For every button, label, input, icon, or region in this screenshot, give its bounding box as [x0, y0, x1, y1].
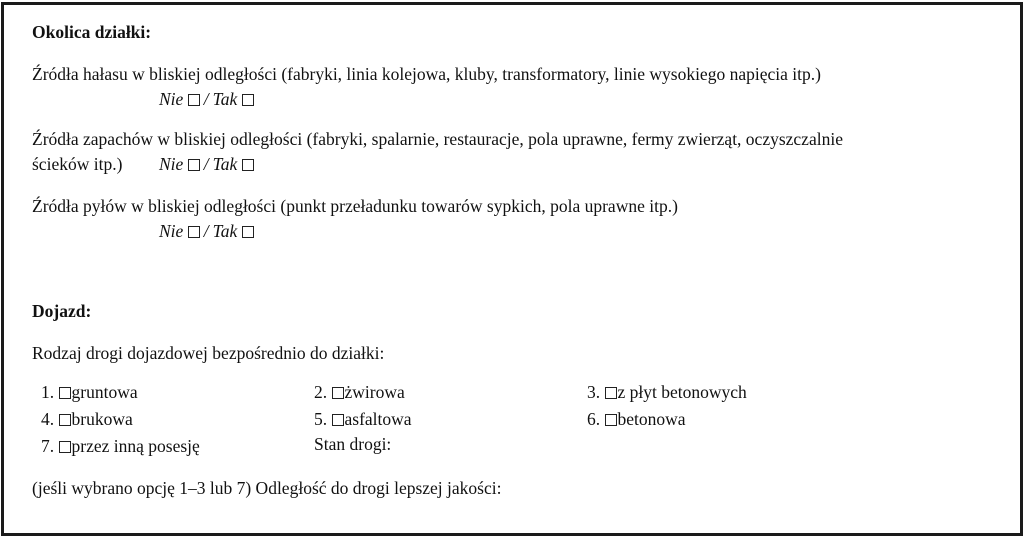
road-option-6[interactable] — [587, 409, 686, 429]
dust-yes-checkbox[interactable] — [242, 226, 254, 238]
odor-no-checkbox[interactable] — [188, 159, 200, 171]
road-option-5-checkbox[interactable] — [332, 414, 344, 426]
option-label: betonowa — [617, 409, 686, 429]
question-odor-text-line1: Źródła zapachów w bliskiej odległości (fabryki, spalarnie, restauracje, pola uprawne, fermy zwierząt, oczyszczalnie — [32, 129, 843, 149]
option-label: z płyt betonowych — [617, 382, 747, 402]
road-option-2-checkbox[interactable] — [332, 387, 344, 399]
option-number: 7. — [41, 436, 55, 456]
option-label: przez inną posesję — [71, 436, 200, 456]
dust-no-checkbox[interactable] — [188, 226, 200, 238]
yes-label: Tak — [212, 89, 238, 109]
option-number: 5. — [314, 409, 328, 429]
road-condition-label: Stan drogi: — [314, 434, 392, 454]
road-option-2[interactable] — [314, 382, 405, 402]
road-option-4[interactable] — [41, 409, 133, 429]
no-label: Nie — [159, 221, 184, 241]
section-heading-access: Dojazd: — [32, 301, 92, 321]
road-option-6-checkbox[interactable] — [605, 414, 617, 426]
question-dust-text: Źródła pyłów w bliskiej odległości (punkt przeładunku towarów sypkich, pola uprawne itp.) — [32, 196, 678, 216]
option-label: brukowa — [71, 409, 133, 429]
odor-yes-checkbox[interactable] — [242, 159, 254, 171]
option-number: 1. — [41, 382, 55, 402]
no-label: Nie — [159, 154, 184, 174]
road-option-3[interactable] — [587, 382, 747, 402]
distance-to-better-road-label: (jeśli wybrano opcję 1–3 lub 7) Odległość do drogi lepszej jakości: — [32, 478, 502, 498]
separator: / — [203, 221, 209, 241]
option-label: asfaltowa — [344, 409, 412, 429]
separator: / — [203, 154, 209, 174]
noise-yes-checkbox[interactable] — [242, 94, 254, 106]
road-option-5[interactable] — [314, 409, 412, 429]
road-option-1[interactable] — [41, 382, 138, 402]
road-option-7[interactable] — [41, 436, 200, 456]
question-noise-text: Źródła hałasu w bliskiej odległości (fabryki, linia kolejowa, kluby, transformatory, linie wysokiego napięcia itp.) — [32, 64, 821, 84]
yes-label: Tak — [212, 154, 238, 174]
option-number: 6. — [587, 409, 601, 429]
road-option-3-checkbox[interactable] — [605, 387, 617, 399]
separator: / — [203, 89, 209, 109]
section-heading-surroundings: Okolica działki: — [32, 22, 152, 42]
option-number: 3. — [587, 382, 601, 402]
option-label: gruntowa — [71, 382, 138, 402]
road-option-1-checkbox[interactable] — [59, 387, 71, 399]
question-odor-text-line2: ścieków itp.) — [32, 154, 123, 174]
no-label: Nie — [159, 89, 184, 109]
road-option-7-checkbox[interactable] — [59, 441, 71, 453]
option-number: 2. — [314, 382, 328, 402]
question-dust-answer — [159, 221, 254, 241]
yes-label: Tak — [212, 221, 238, 241]
question-noise-answer — [159, 89, 254, 109]
option-number: 4. — [41, 409, 55, 429]
option-label: żwirowa — [344, 382, 405, 402]
road-option-4-checkbox[interactable] — [59, 414, 71, 426]
question-odor-line2 — [32, 154, 122, 174]
noise-no-checkbox[interactable] — [188, 94, 200, 106]
question-odor-answer — [159, 154, 254, 174]
road-type-label: Rodzaj drogi dojazdowej bezpośrednio do działki: — [32, 343, 385, 363]
